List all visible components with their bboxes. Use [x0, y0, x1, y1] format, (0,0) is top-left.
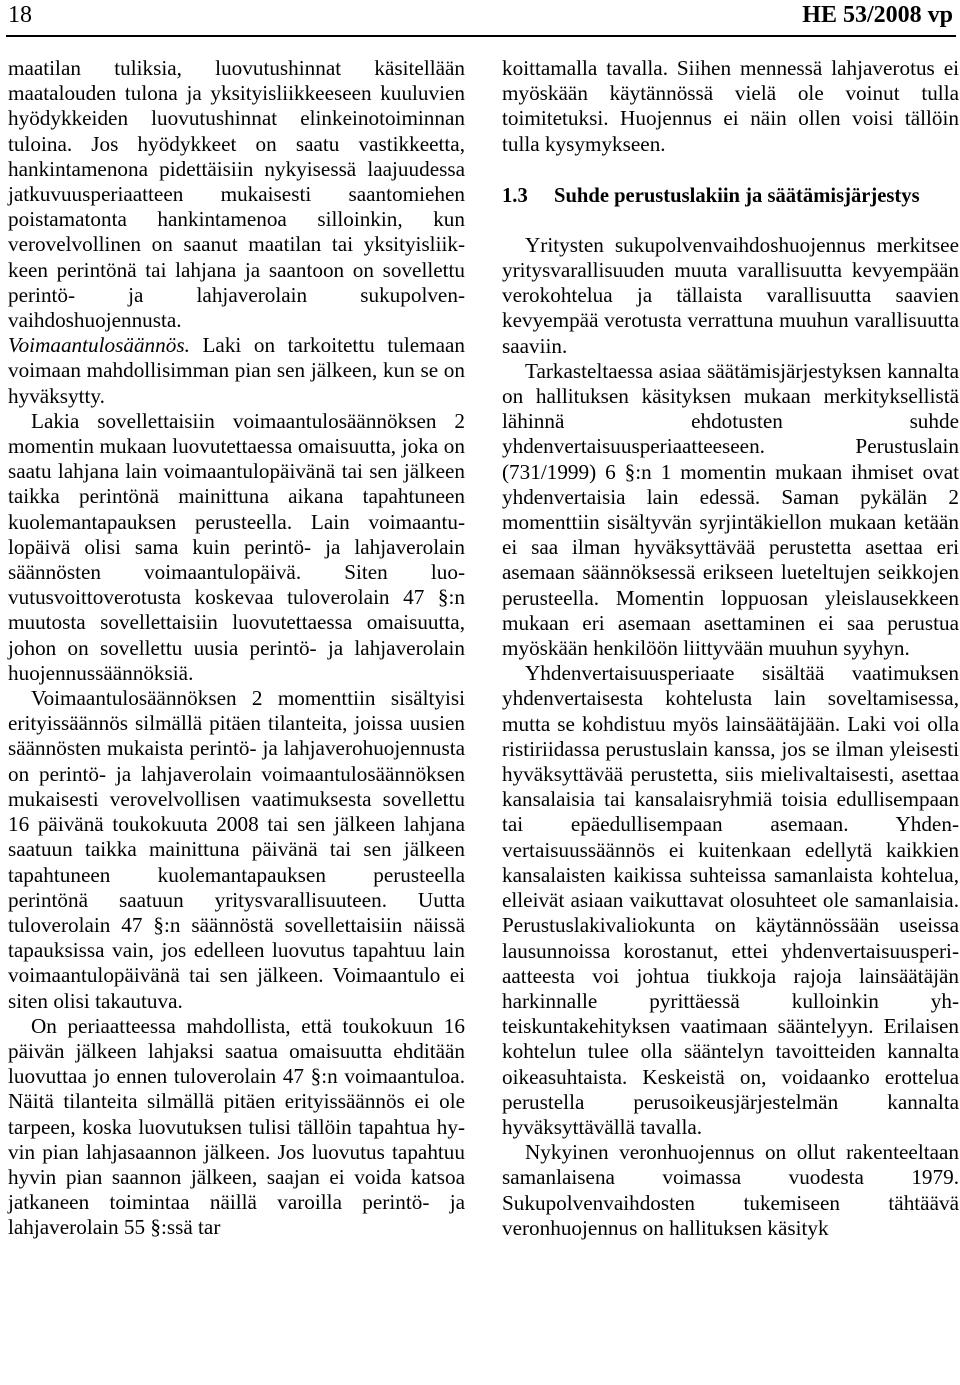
paragraph: Yritysten sukupolvenvaihdoshuojennus merkitsee yritysvarallisuuden muuta varallisuutta kevyempään verokohtelua ja tällaista varallisuutta saavien kevyempää verotusta verrattuna muuhun varallisuutta saaviin. [502, 232, 959, 358]
paragraph: Lakia sovellettaisiin voimaantulosäännöksen 2 momentin mukaan luovutettaessa omaisuutta, joka on saatu lahjana lain voimaantulopäivänä tai sen jälkeen taikka perintönä mainittuna aikana tapahtuneen kuolemantapauksen perusteella. Lain voimaantulopäivä olisi sama kuin perintö- ja lahjaverolain säännösten voimaantulopäivä. Siten luovutusvoittoverotusta koskevaa tuloverolain 47 §:n muutosta sovellettaisiin luovutettaessa omaisuutta, johon on sovellettu uusia perintö- ja lahjaverolain huojennussäännöksiä. [8, 408, 465, 685]
paragraph [8, 333, 465, 409]
paragraph-text: Laki on tarkoitettu tulemaan voimaan mahdollisimman pian sen jälkeen, kun se on hyväksytty. [8, 333, 465, 408]
document-id: HE 53/2008 vp [802, 2, 953, 28]
section-title: Suhde perustuslakiin ja säätämisjärjestys [554, 184, 920, 207]
paragraph-lead: Voimaantulosäännös. [8, 333, 190, 358]
paragraph: Tarkasteltaessa asiaa säätämisjärjestyksen kannalta on hallituksen käsityksen mukaan merkityksellistä lähinnä ehdotusten suhde yhdenvertaisuusperiaatteeseen. Perustuslain (731/1999) 6 §:n 1 momentin mukaan ihmiset ovat yhdenvertaisia lain edessä. Saman pykälän 2 momenttiin sisältyvän syrjintäkiellon mukaan ketään ei saa ilman hyväksyttävää perustetta asettaa eri asemaan säännöksessä erikseen lueteltujen seikkojen perusteella. Momentin loppuosan yleislausekkeen mukaan eri asemaan asettaminen ei saa perustua myöskään henkilöön liittyvään muuhun syyhyn. [502, 358, 959, 661]
section-heading [502, 183, 959, 209]
paragraph: maatilan tuliksia, luovutushinnat käsitellään maatalouden tulona ja yksityisliikkeeseen kuuluvien hyödykkeiden luovutushinnat elinkeinotoiminnan tuloina. Jos hyödykkeet on saatu vastikkeetta, hankintamenona pidettäisiin nykyisessä laajuudessa jatkuvuusperiaatteen mukaisesti saantomiehen poistamatonta hankintamenoa silloinkin, kun verovelvollinen on saanut maatilan tai yksityisliikkeen perintönä tai lahjana ja saantoon on sovellettu perintö- ja lahjaverolain sukupolvenvaihdoshuojennusta. [8, 56, 465, 333]
paragraph: Yhdenvertaisuusperiaate sisältää vaatimuksen yhdenvertaisesta kohtelusta lain soveltamisessa, mutta se kohdistuu myös lainsäätäjään. Laki voi olla ristiriidassa perustuslain kanssa, jos se ilman yleisesti hyväksyttävää perustetta, siis mielivaltaisesti, asettaa kansalaisia tai kansalaisryhmiä toisia edullisempaan tai epäedullisempaan asemaan. Yhdenvertaisuussäännös ei kuitenkaan edellytä kaikkien kansalaisten kaikissa suhteissa samanlaista kohtelua, elleivät asiaan vaikuttavat olosuhteet ole samanlaisia. Perustuslakivaliokunta on käytännössään useissa lausunnoissa korostanut, ettei yhdenvertaisuusperiaatteesta voi johtua tiukkoja rajoja lainsäätäjän harkinnalle pyrittäessä kulloinkin yhteiskuntakehityksen vaatimaan sääntelyyn. Erilaisen kohtelun tulee olla sääntelyn tavoitteiden kannalta oikeasuhtaista. Keskeistä on, voidaanko erottelua perustella perusoikeusjärjestelmän kannalta hyväksyttävällä tavalla. [502, 661, 959, 1139]
header-rule [6, 35, 956, 37]
paragraph: On periaatteessa mahdollista, että toukokuun 16 päivän jälkeen lahjaksi saatua omaisuutta ehditään luovuttaa jo ennen tuloverolain 47 §:n voimaantuloa. Näitä tilanteita silmällä pitäen erityissäännös ei ole tarpeen, koska luovutuksen tulisi tällöin tapahtua hyvin pian lahjasaannon jälkeen. Jos luovutus tapahtuu hyvin pian saannon jälkeen, saajan ei voida katsoa jatkaneen toimintaa näillä varoilla perintö- ja lahjaverolain 55 §:ssä tar [8, 1013, 465, 1240]
right-column [502, 56, 959, 1241]
page-header [0, 0, 960, 40]
paragraph: Nykyinen veronhuojennus on ollut rakenteeltaan samanlaisena voimassa vuodesta 1979. Sukupolvenvaihdosten tukemiseen tähtäävä veronhuojennus on hallituksen käsityk [502, 1140, 959, 1240]
left-column [8, 56, 465, 1241]
paragraph: Voimaantulosäännöksen 2 momenttiin sisältyisi erityissäännös silmällä pitäen tilanteita, joissa uusien säännösten mukaista perintö- ja lahjaverohuojennusta on perintö- ja lahjaverolain voimaantulosäännöksen mukaisesti verovelvollisen vaatimuksesta sovellettu 16 päivänä toukokuuta 2008 tai sen jälkeen lahjana saatuun taikka mainittuna päivänä tai sen jälkeen tapahtuneen kuolemantapauksen perusteella perintönä saatuun yritysvarallisuuteen. Uutta tuloverolain 47 §:n säännöstä sovellettaisiin näissä tapauksissa vain, jos edelleen luovutus tapahtuu lain voimaantulopäivänä tai sen jälkeen. Voimaantulo ei siten olisi takautuva. [8, 686, 465, 1013]
page-number: 18 [8, 2, 32, 28]
section-number: 1.3 [502, 184, 528, 207]
paragraph: koittamalla tavalla. Siihen mennessä lahjaverotus ei myöskään käytännössä vielä ole voinut tulla toimitetuksi. Huojennus ei näin ollen voisi tällöin tulla kysymykseen. [502, 56, 959, 156]
